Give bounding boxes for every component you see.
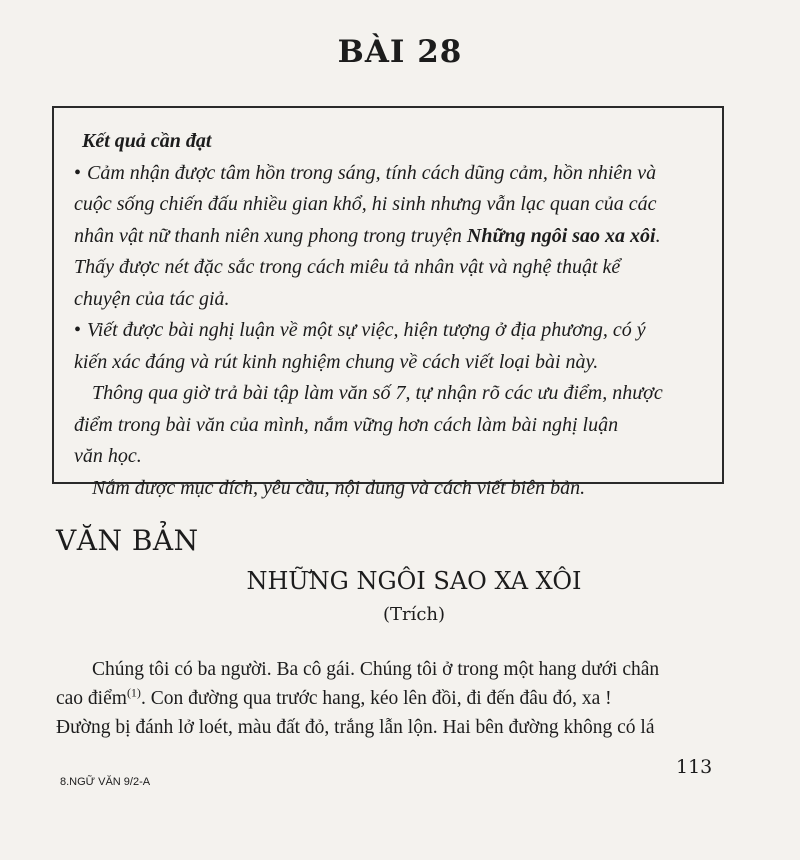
footer-book-code: 8.NGỮ VĂN 9/2-A bbox=[60, 776, 151, 788]
footnote-marker[interactable]: (1) bbox=[126, 685, 141, 700]
goals-box bbox=[52, 106, 724, 499]
page-number: 113 bbox=[676, 756, 713, 778]
goal-paragraph-3 bbox=[74, 378, 704, 473]
goal-paragraph-4: Nắm được mục đích, yêu cầu, nội dung và cách viết biên bản. bbox=[92, 476, 586, 499]
goal-line: Cảm nhận được tâm hồn trong sáng, tính cách dũng cảm, hồn nhiên và bbox=[87, 161, 657, 184]
goals-heading: Kết quả cần đạt bbox=[82, 130, 212, 152]
bullet-icon: • bbox=[74, 161, 82, 184]
bullet-icon: • bbox=[74, 319, 82, 341]
body-line: cao điểm$^{(1)}$. Con đường qua trước hang, kéo lên đồi, đi đến đâu đó, xa ! bbox=[56, 685, 612, 709]
body-line: Đường bị đánh lở loét, màu đất đỏ, trắng lẫn lộn. Hai bên đường không có lá bbox=[56, 717, 655, 738]
goal-line: chuyện của tác giả. bbox=[74, 287, 230, 310]
goal-bullet-1 bbox=[74, 158, 704, 316]
goal-line: Thông qua giờ trả bài tập làm văn số 7, tự nhận rõ các ưu điểm, nhược bbox=[92, 382, 663, 404]
story-title-ref: Những ngôi sao xa xôi bbox=[466, 224, 656, 247]
story-subtitle: (Trích) bbox=[382, 604, 446, 625]
goal-line: cuộc sống chiến đấu nhiều gian khổ, hi sinh nhưng vẫn lạc quan của các bbox=[74, 193, 657, 215]
lesson-title: BÀI 28 bbox=[337, 34, 463, 70]
goal-line: nhân vật nữ thanh niên xung phong trong truyện Những ngôi sao xa xôi. bbox=[74, 224, 661, 247]
goal-line: kiến xác đáng và rút kinh nghiệm chung về cách viết loại bài này. bbox=[74, 350, 599, 373]
section-heading: VĂN BẢN bbox=[56, 524, 199, 557]
goal-bullet-2 bbox=[74, 315, 704, 378]
goal-line: văn học. bbox=[74, 445, 142, 467]
goal-line: Thấy được nét đặc sắc trong cách miêu tả nhân vật và nghệ thuật kể bbox=[74, 256, 621, 278]
story-title: NHỮNG NGÔI SAO XA XÔI bbox=[246, 567, 582, 595]
story-body bbox=[56, 655, 736, 742]
goal-line: điểm trong bài văn của mình, nắm vững hơn cách làm bài nghị luận bbox=[74, 413, 619, 436]
goal-line: Viết được bài nghị luận về một sự việc, hiện tượng ở địa phương, có ý bbox=[87, 319, 646, 341]
body-line: Chúng tôi có ba người. Ba cô gái. Chúng tôi ở trong một hang dưới chân bbox=[92, 659, 660, 680]
